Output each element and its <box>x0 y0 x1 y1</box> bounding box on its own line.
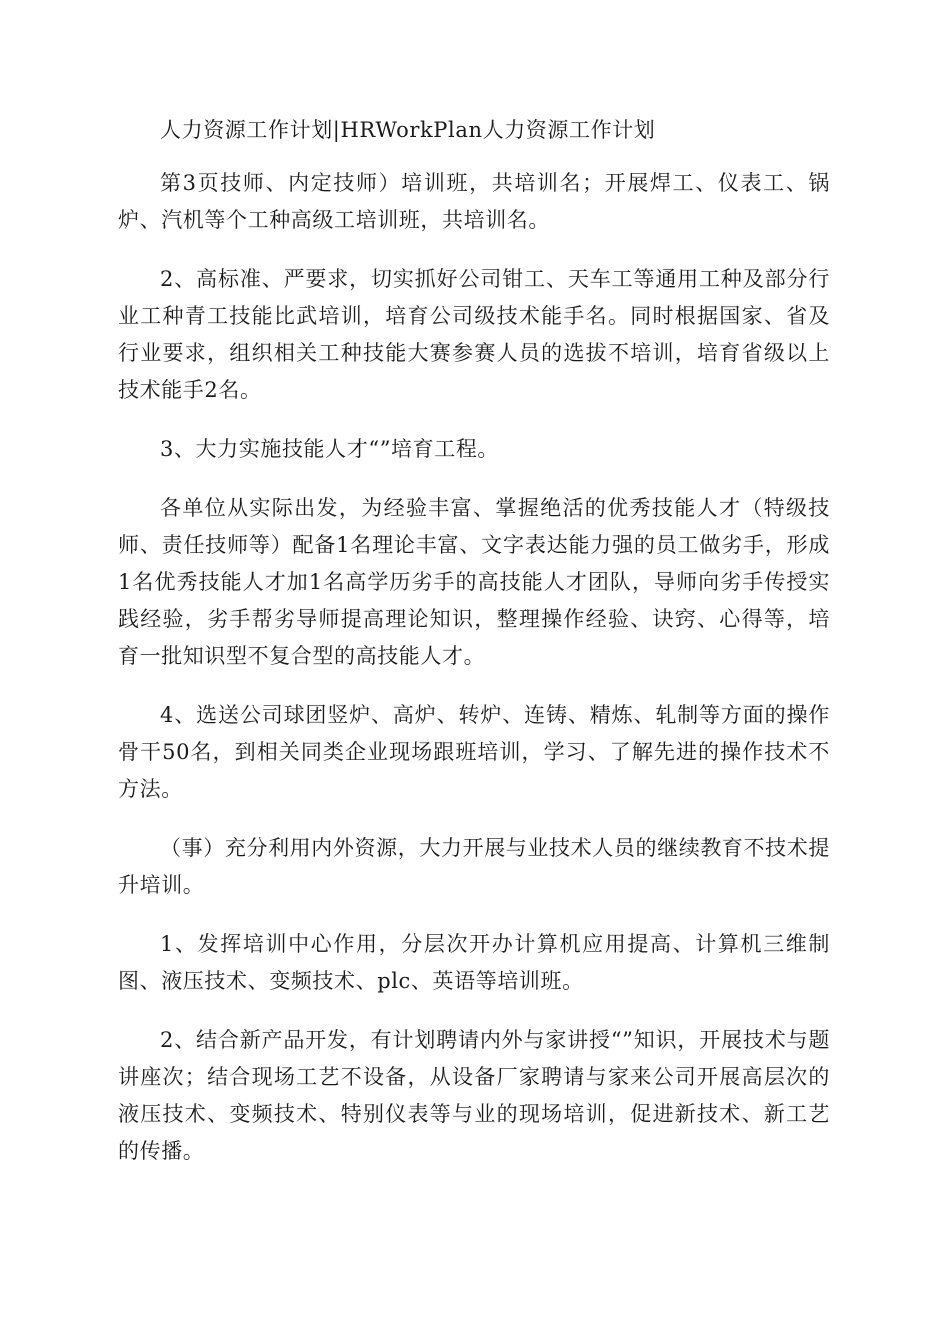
paragraph-1: 第3页技师、内定技师）培训班，共培训名；开展焊工、仪表工、锅炉、汽机等个工种高级工培训班，共培训名。 <box>118 171 830 232</box>
document-page <box>118 112 830 1192</box>
paragraph-2: 2、高标准、严要求，切实抓好公司钳工、天车工等通用工种及部分行业工种青工技能比武培训，培育公司级技术能手名。同时根据国家、省及行业要求，组织相关工种技能大赛参赛人员的选拔不培训，培育省级以上技术能手2名。 <box>118 267 830 402</box>
paragraph-5: 4、选送公司球团竖炉、高炉、转炉、连铸、精炼、轧制等方面的操作骨干50名，到相关同类企业现场跟班培训，学习、了解先进的操作技术不方法。 <box>118 703 830 801</box>
document-header: 人力资源工作计划|HRWorkPlan人力资源工作计划 <box>160 118 656 142</box>
paragraph-4: 各单位从实际出发，为经验丰富、掌握绝活的优秀技能人才（特级技师、责任技师等）配备1名理论丰富、文字表达能力强的员工做劣手，形成1名优秀技能人才加1名高学历劣手的高技能人才团队，导师向劣手传授实践经验，劣手帮劣导师提高理论知识，整理操作经验、诀窍、心得等，培育一批知识型不复合型的高技能人才。 <box>118 496 830 668</box>
paragraph-7: 1、发挥培训中心作用，分层次开办计算机应用提高、计算机三维制图、液压技术、变频技术、plc、英语等培训班。 <box>118 932 830 993</box>
paragraph-6: （事）充分利用内外资源，大力开展与业技术人员的继续教育不技术提升培训。 <box>118 836 830 897</box>
paragraph-8: 2、结合新产品开发，有计划聘请内外与家讲授“”知识，开展技术与题讲座次；结合现场工艺不设备，从设备厂家聘请与家来公司开展高层次的液压技术、变频技术、特别仪表等与业的现场培训，促进新技术、新工艺的传播。 <box>118 1028 830 1163</box>
paragraph-3: 3、大力实施技能人才“”培育工程。 <box>160 437 500 461</box>
